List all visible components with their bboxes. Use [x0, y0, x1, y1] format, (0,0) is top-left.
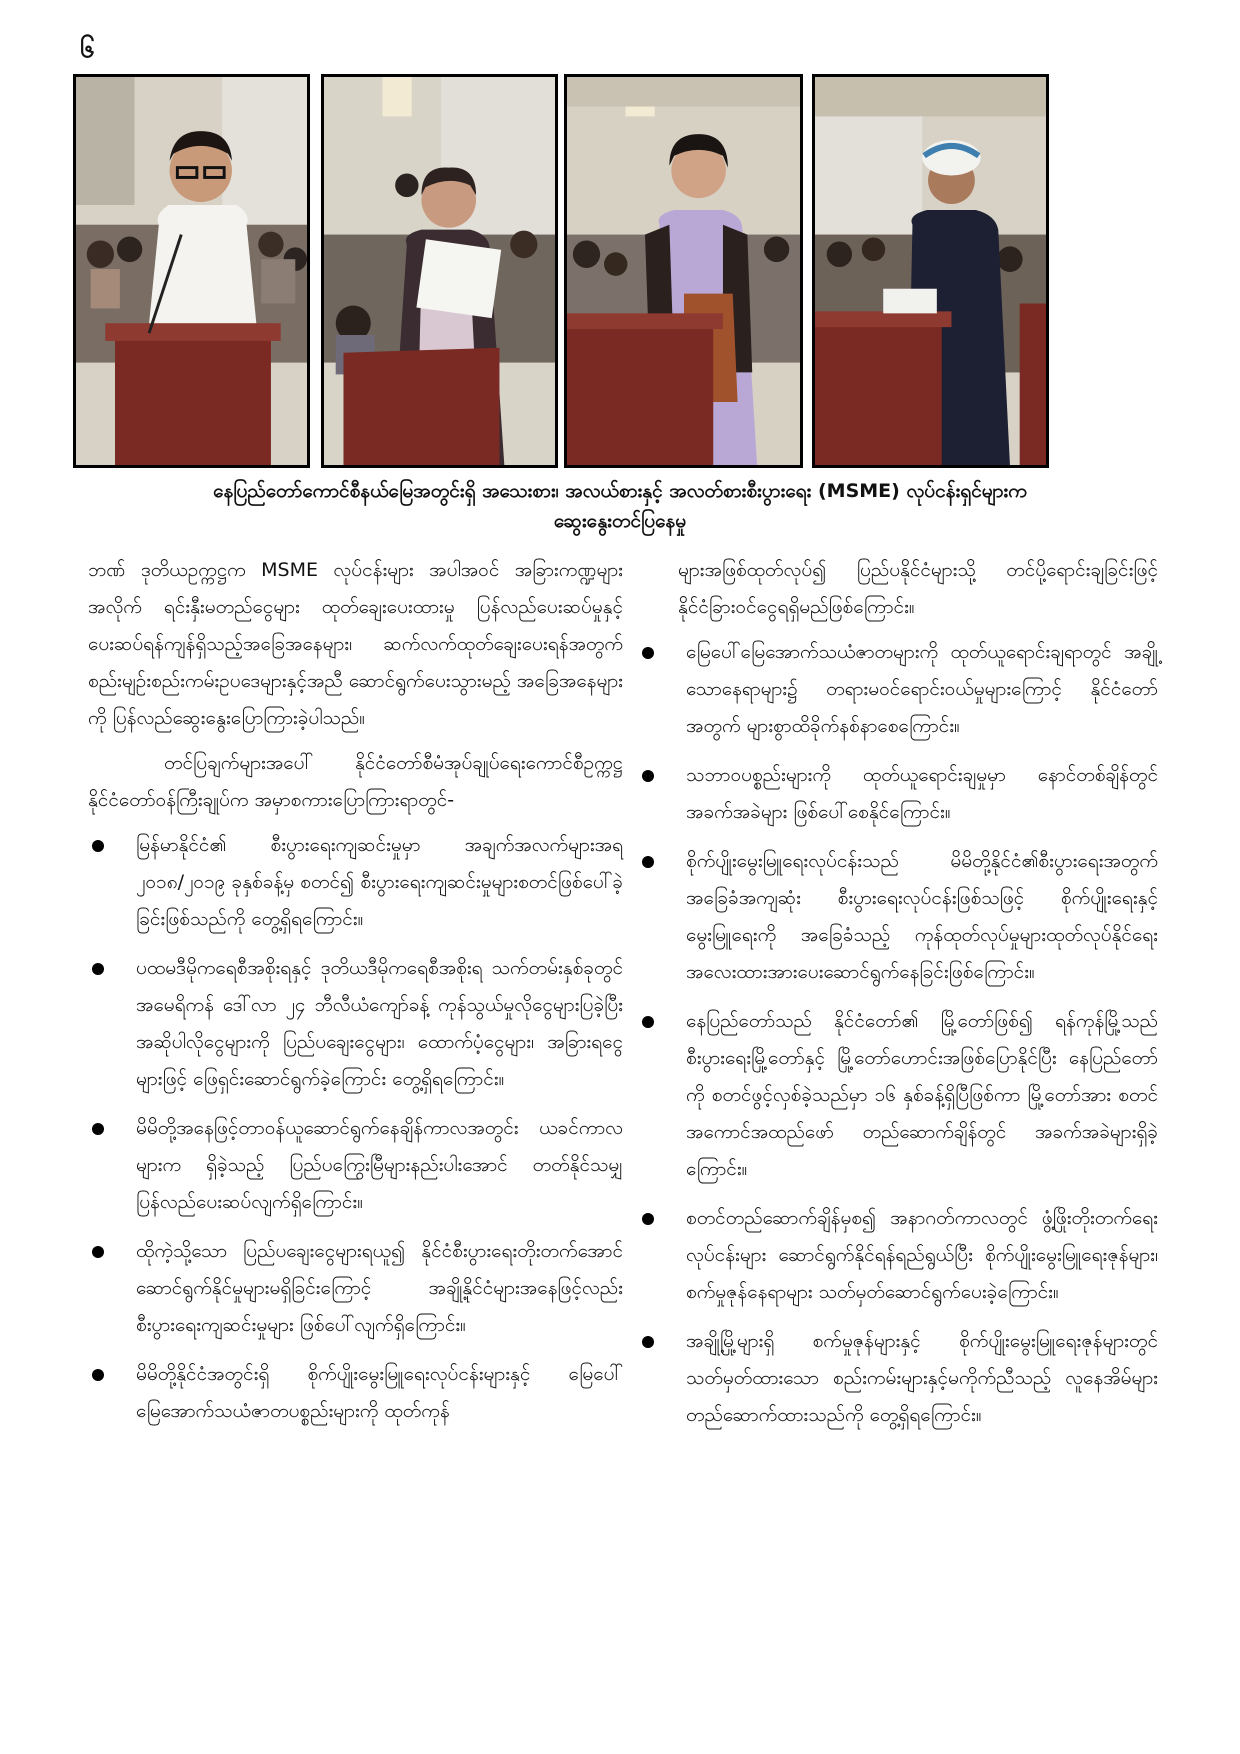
body-paragraph: ဘဏ် ဒုတိယဥက္ကဋ္ဌက MSME လုပ်ငန်းများ အပါအဝင် အခြားကဏ္ဍများအလိုက် ရင်းနှီးမတည်ငွေများ ထုတ်ချေးပေးထားမှု ပြန်လည်ပေးဆပ်မှုနှင့် ပေးဆပ်ရန်ကျန်ရှိသည့်အခြေအနေများ၊ ဆက်လက်ထုတ်ချေးပေးရန်အတွက် စည်းမျဉ်းစည်းကမ်းဥပဒေများနှင့်အညီ ဆောင်ရွက်ပေးသွားမည့် အခြေအနေများကို ပြန်လည်ဆွေးနွေးပြောကြားခဲ့ပါသည်။ [88, 559, 623, 729]
bullet-item [638, 1323, 1158, 1434]
photo-strip [73, 74, 1168, 470]
speaker-photo-3 [564, 74, 803, 468]
bullet-icon [642, 1213, 654, 1225]
bullet-icon [642, 1336, 654, 1348]
bullet-item [638, 634, 1158, 745]
bullet-icon [642, 856, 654, 868]
bullet-list [88, 827, 623, 1430]
bullet-item [638, 757, 1158, 831]
bullet-item [88, 950, 623, 1098]
bullet-icon [642, 647, 654, 659]
bullet-icon [92, 963, 104, 975]
bullet-item [88, 1110, 623, 1221]
bullet-text: မိမိတို့နိုင်ငံအတွင်းရှိ စိုက်ပျိုးမွေးမြူရေးလုပ်ငန်းများနှင့် မြေပေါ်မြေအောက်သယံဇာတပစ္စည်းများကို ထုတ်ကုန် [136, 1363, 623, 1422]
bullet-text: အချို့မြို့များရှိ စက်မှုဇုန်များနှင့် စိုက်ပျိုးမွေးမြူရေးဇုန်များတွင် သတ်မှတ်ထားသော စည်းကမ်းများနှင့်မကိုက်ညီသည့် လူနေအိမ်များ တည်ဆောက်ထားသည်ကို တွေ့ရှိရကြောင်း။ [686, 1330, 1158, 1426]
bullet-icon [92, 1369, 104, 1381]
page-number: ၆ [80, 34, 95, 64]
bullet-icon [92, 1246, 104, 1258]
speaker-photo-4 [812, 74, 1049, 468]
bullet-text: မြေပေါ်မြေအောက်သယံဇာတများကို ထုတ်ယူရောင်းချရာတွင် အချို့သောနေရာများ၌ တရားမဝင်ရောင်းဝယ်မှုများကြောင့် နိုင်ငံတော်အတွက် များစွာထိခိုက်နစ်နာစေကြောင်း။ [686, 641, 1158, 737]
left-column [88, 552, 623, 1442]
bullet-icon [642, 1016, 654, 1028]
bullet-item [88, 827, 623, 938]
speaker-photo-1 [73, 74, 310, 468]
bullet-icon [642, 770, 654, 782]
bullet-text: စတင်တည်ဆောက်ချိန်မှစ၍ အနာဂတ်ကာလတွင် ဖွံ့ဖြိုးတိုးတက်ရေးလုပ်ငန်းများ ဆောင်ရွက်နိုင်ရန်ရည်ရွယ်ပြီး စိုက်ပျိုးမွေးမြူရေးဇုန်များ၊ စက်မှုဇုန်နေရာများ သတ်မှတ်ဆောင်ရွက်ပေးခဲ့ကြောင်း။ [686, 1207, 1158, 1303]
bullet-icon [92, 840, 104, 852]
bullet-item [88, 1356, 623, 1430]
right-column [638, 552, 1158, 1446]
bullet-icon [92, 1123, 104, 1135]
bullet-text: ထိုကဲ့သို့သော ပြည်ပချေးငွေများရယူ၍ နိုင်ငံစီးပွားရေးတိုးတက်အောင် ဆောင်ရွက်နိုင်မှုများမရှိခြင်းကြောင့် အချို့နိုင်ငံများအနေဖြင့်လည်း စီးပွားရေးကျဆင်းမှုများ ဖြစ်ပေါ်လျက်ရှိကြောင်း။ [136, 1240, 623, 1336]
bullet-item [638, 1003, 1158, 1188]
bullet-item [638, 843, 1158, 991]
body-paragraph: တင်ပြချက်များအပေါ် နိုင်ငံတော်စီမံအုပ်ချုပ်ရေးကောင်စီဥက္ကဋ္ဌ နိုင်ငံတော်ဝန်ကြီးချုပ်က အမှာစကားပြောကြားရာတွင်- [88, 752, 623, 811]
bullet-item [638, 1200, 1158, 1311]
photo-caption-line-1: နေပြည်တော်ကောင်စီနယ်မြေအတွင်းရှိ အသေးစား၊ အလယ်စားနှင့် အလတ်စားစီးပွားရေး (MSME) လုပ်ငန်းရှင်များက [213, 480, 1027, 502]
bullet-text: မိမိတို့အနေဖြင့်တာဝန်ယူဆောင်ရွက်နေချိန်ကာလအတွင်း ယခင်ကာလများက ရှိခဲ့သည့် ပြည်ပကြွေးမြီများနည်းပါးအောင် တတ်နိုင်သမျှ ပြန်လည်ပေးဆပ်လျက်ရှိကြောင်း။ [136, 1117, 623, 1213]
bullet-list [638, 634, 1158, 1434]
bullet-text: ပထမဒီမိုကရေစီအစိုးရနှင့် ဒုတိယဒီမိုကရေစီအစိုးရ သက်တမ်းနှစ်ခုတွင် အမေရိကန် ဒေါ်လာ ၂၄ ဘီလီယံကျော်ခန့် ကုန်သွယ်မှုလိုငွေများပြခဲ့ပြီး အဆိုပါလိုငွေများကို ပြည်ပချေးငွေများ၊ ထောက်ပံ့ငွေများ၊ အခြားရငွေများဖြင့် ဖြေရှင်းဆောင်ရွက်ခဲ့ကြောင်း တွေ့ရှိရကြောင်း။ [136, 957, 623, 1090]
bullet-text: စိုက်ပျိုးမွေးမြူရေးလုပ်ငန်းသည် မိမိတို့နိုင်ငံ၏စီးပွားရေးအတွက် အခြေခံအကျဆုံး စီးပွားရေးလုပ်ငန်းဖြစ်သဖြင့် စိုက်ပျိုးရေးနှင့်မွေးမြူရေးကို အခြေခံသည့် ကုန်ထုတ်လုပ်မှုများထုတ်လုပ်နိုင်ရေး အလေးထားအားပေးဆောင်ရွက်နေခြင်းဖြစ်ကြောင်း။ [686, 850, 1158, 983]
bullet-text: မြန်မာနိုင်ငံ၏ စီးပွားရေးကျဆင်းမှုမှာ အချက်အလက်များအရ ၂၀၁၈/၂၀၁၉ ခုနှစ်ခန့်မှ စတင်၍ စီးပွားရေးကျဆင်းမှုများစတင်ဖြစ်ပေါ်ခဲ့ခြင်းဖြစ်သည်ကို တွေ့ရှိရကြောင်း။ [136, 834, 623, 930]
speaker-photo-2 [321, 74, 558, 468]
continuation-paragraph: များအဖြစ်ထုတ်လုပ်၍ ပြည်ပနိုင်ငံများသို့ တင်ပို့ရောင်းချခြင်းဖြင့် နိုင်ငံခြားဝင်ငွေရရှိမည်ဖြစ်ကြောင်း။ [678, 559, 1158, 618]
photo-caption-line-2: ဆွေးနွေးတင်ပြနေမှု [553, 510, 687, 532]
bullet-text: နေပြည်တော်သည် နိုင်ငံတော်၏ မြို့တော်ဖြစ်၍ ရန်ကုန်မြို့သည် စီးပွားရေးမြို့တော်နှင့် မြို့တော်ဟောင်းအဖြစ်ပြောနိုင်ပြီး နေပြည်တော်ကို စတင်ဖွင့်လှစ်ခဲ့သည်မှာ ၁၆ နှစ်ခန့်ရှိပြီဖြစ်ကာ မြို့တော်အား စတင်အကောင်အထည်ဖော် တည်ဆောက်ချိန်တွင် အခက်အခဲများရှိခဲ့ကြောင်း။ [686, 1010, 1158, 1180]
bullet-item [88, 1233, 623, 1344]
bullet-text: သဘာဝပစ္စည်းများကို ထုတ်ယူရောင်းချမှုမှာ နောင်တစ်ချိန်တွင် အခက်အခဲများ ဖြစ်ပေါ်စေနိုင်ကြောင်း။ [686, 764, 1158, 823]
